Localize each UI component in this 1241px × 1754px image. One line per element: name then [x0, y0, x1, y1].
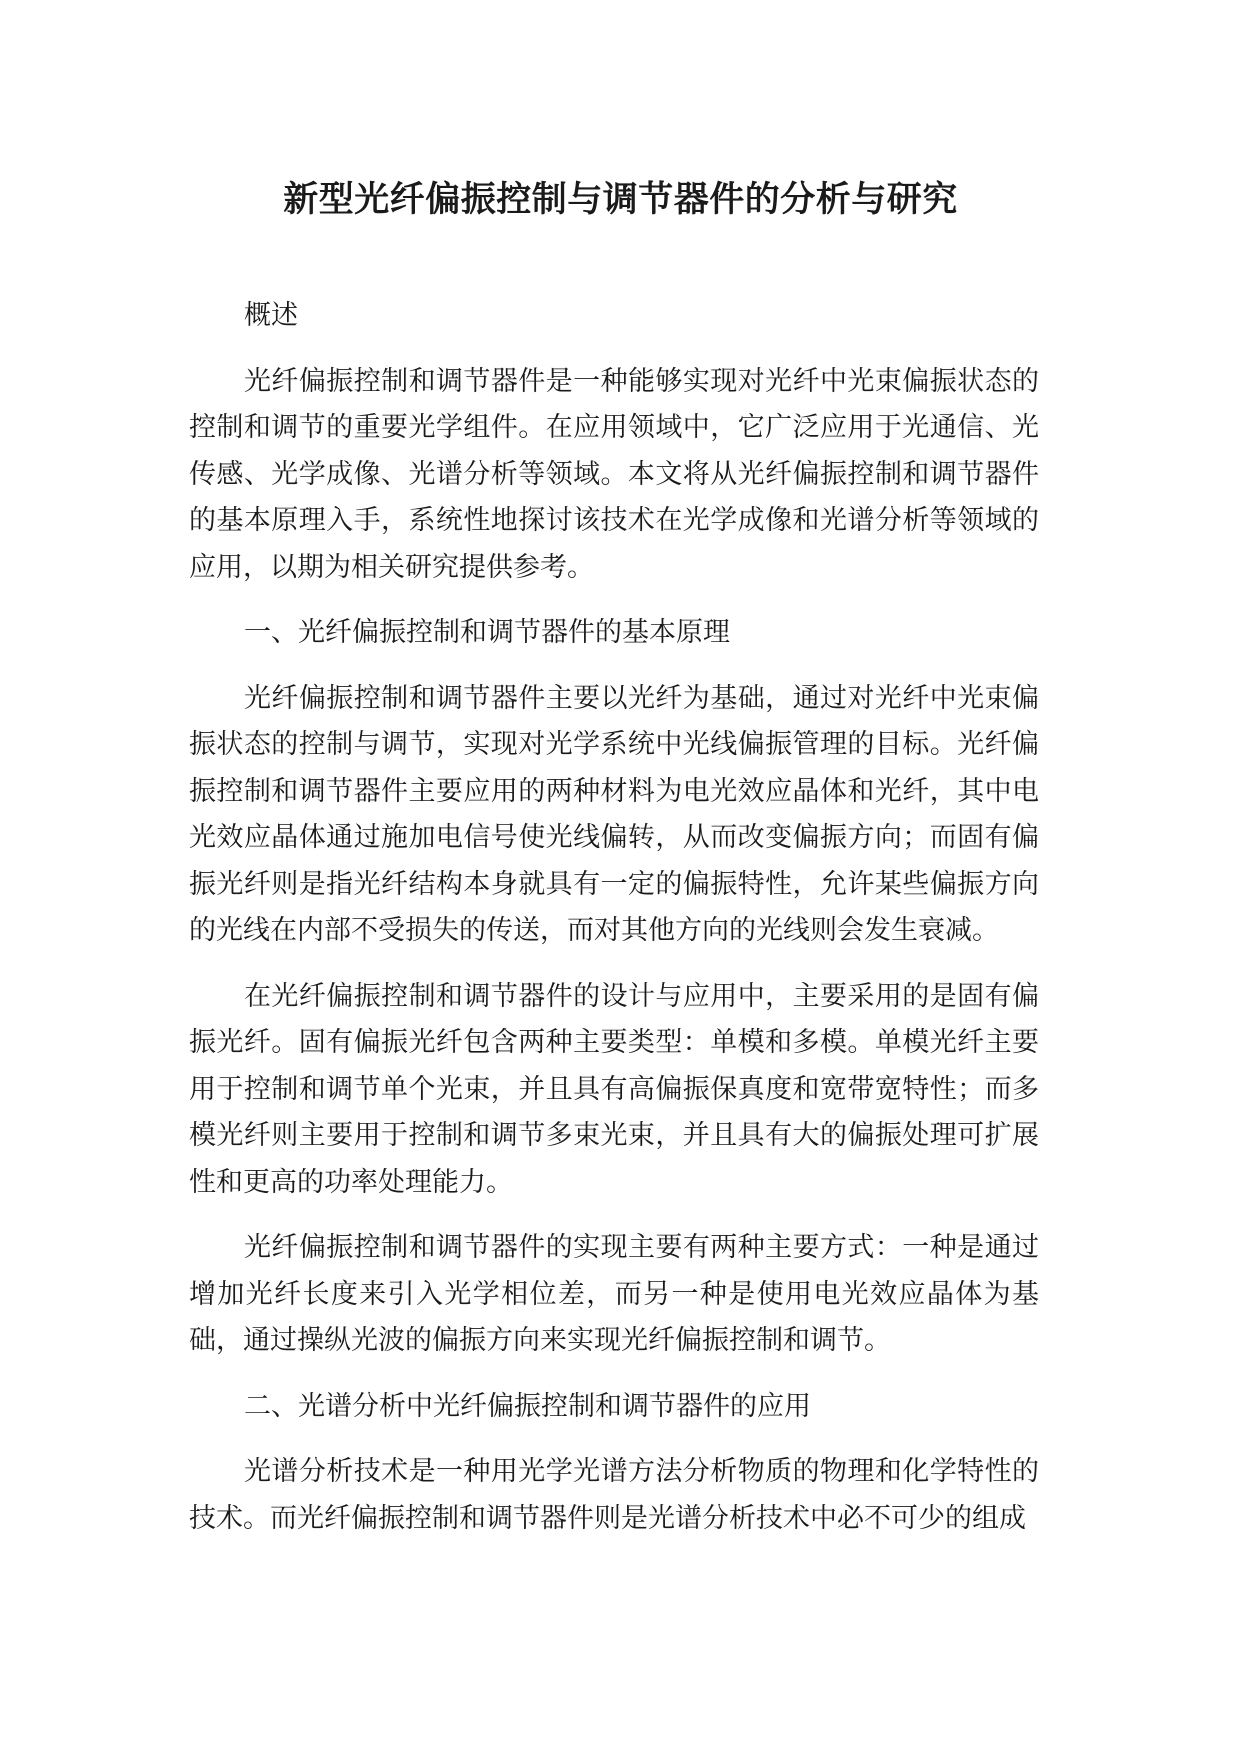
document-title: 新型光纤偏振控制与调节器件的分析与研究	[283, 180, 958, 220]
overview-heading: 概述	[244, 300, 298, 331]
section-2-heading: 二、光谱分析中光纤偏振控制和调节器件的应用	[244, 1390, 811, 1422]
section-1-paragraph-1: 光纤偏振控制和调节器件主要以光纤为基础，通过对光纤中光束偏振状态的控制与调节，实现对光学系统中光线偏振管理的目标。光纤偏振控制和调节器件主要应用的两种材料为电光效应晶体和光纤，其中电光效应晶体通过施加电信号使光线偏转，从而改变偏振方向；而固有偏振光纤则是指光纤结构本身就具有一定的偏振特性，允许某些偏振方向的光线在内部不受损失的传送，而对其他方向的光线则会发生衰减。	[189, 682, 1039, 946]
overview-paragraph: 光纤偏振控制和调节器件是一种能够实现对光纤中光束偏振状态的控制和调节的重要光学组件。在应用领域中，它广泛应用于光通信、光传感、光学成像、光谱分析等领域。本文将从光纤偏振控制和调节器件的基本原理入手，系统性地探讨该技术在光学成像和光谱分析等领域的应用，以期为相关研究提供参考。	[189, 365, 1039, 583]
document-body	[189, 293, 1039, 1561]
section-1-paragraph-3: 光纤偏振控制和调节器件的实现主要有两种主要方式：一种是通过增加光纤长度来引入光学相位差，而另一种是使用电光效应晶体为基础，通过操纵光波的偏振方向来实现光纤偏振控制和调节。	[189, 1232, 1039, 1356]
section-2-paragraph-1: 光谱分析技术是一种用光学光谱方法分析物质的物理和化学特性的技术。而光纤偏振控制和调节器件则是光谱分析技术中必不可少的组成	[189, 1456, 1039, 1534]
section-1-paragraph-2: 在光纤偏振控制和调节器件的设计与应用中，主要采用的是固有偏振光纤。固有偏振光纤包含两种主要类型：单模和多模。单模光纤主要用于控制和调节单个光束，并且具有高偏振保真度和宽带宽特性；而多模光纤则主要用于控制和调节多束光束，并且具有大的偏振处理可扩展性和更高的功率处理能力。	[189, 980, 1039, 1198]
section-1-heading: 一、光纤偏振控制和调节器件的基本原理	[244, 617, 730, 648]
